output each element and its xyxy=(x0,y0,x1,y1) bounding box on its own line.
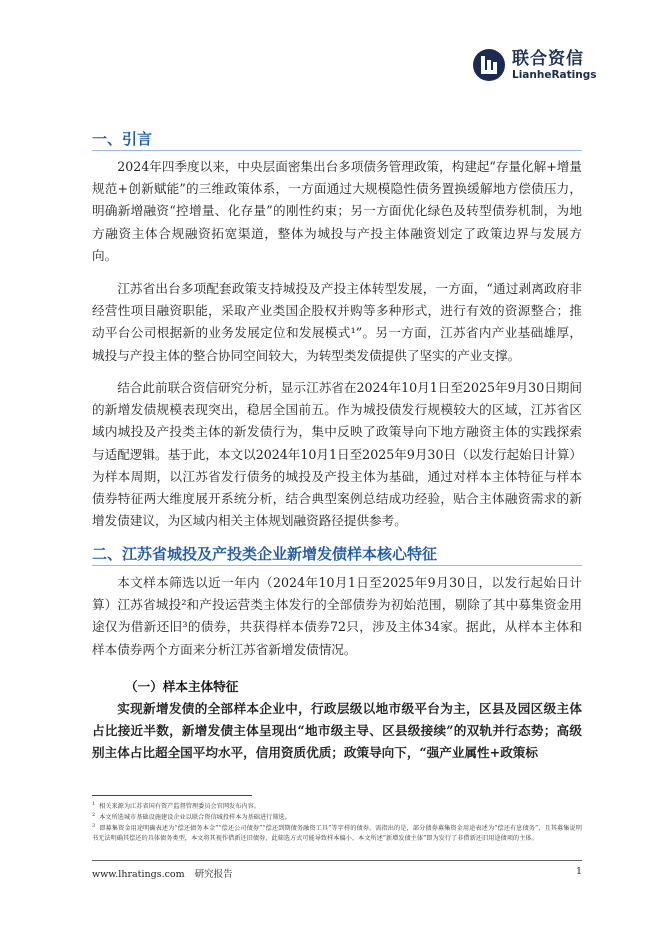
section-heading-sample-features: 二、江苏省城投及产投类企业新增发债样本核心特征 xyxy=(92,545,438,563)
brand-name-cn: 联合资信 xyxy=(512,48,584,69)
footnote-divider xyxy=(92,795,252,796)
intro-paragraph-2: 江苏省出台多项配套政策支持城投及产投主体转型发展，一方面，“通过剥离政府非经营性项目融资职能，采取产业类国企股权并购等多种形式，进行有效的资源整合；推动平台公司根据新的业务发展定位和发展模式¹”。另一方面，江苏省内产业基础雄厚，城投与产投主体的整合协同空间较大，为转型类发债提供了坚实的产业支撑。 xyxy=(92,281,582,363)
footnote-2: $^2$ 本文所选城市基础设施建设企业以联合资信城投样本为基础进行筛选。 xyxy=(92,812,291,822)
section-divider xyxy=(92,565,582,566)
page-number: 1 xyxy=(576,866,583,877)
footnote-1: $^1$ 相关来源为江苏省国有资产监督管理委员会官网发布内容。 xyxy=(92,801,260,811)
footer-website-link[interactable]: www.lhratings.com xyxy=(92,869,185,880)
section-heading-introduction: 一、引言 xyxy=(92,130,153,148)
footer-label: 研究报告 xyxy=(194,869,233,880)
brand-name-en: LianheRatings xyxy=(512,68,597,81)
footer-divider xyxy=(92,860,582,861)
lianhe-logo-icon xyxy=(472,48,506,82)
sample-features-paragraph: 实现新增发债的全部样本企业中，行政层级以地市级平台为主，区县及园区级主体占比接近半数，新增发债主体呈现出“地市级主导、区县级接续”的双轨并行态势；高级别主体占比超全国平均水平，信用资质优质；政策导向下，“强产业属性+政策标 xyxy=(92,701,582,761)
section-divider xyxy=(92,150,582,151)
intro-paragraph-1: 2024年四季度以来，中央层面密集出台多项债务管理政策，构建起“存量化解+增量规范+创新赋能”的三维政策体系，一方面通过大规模隐性债务置换缓解地方偿债压力，明确新增融资“控增量、化存量”的刚性约束；另一方面优化绿色及转型债券机制，为地方融资主体合规融资拓宽渠道，整体为城投与产投主体融资划定了政策边界与发展方向。 xyxy=(92,159,582,263)
intro-paragraph-3: 结合此前联合资信研究分析，显示江苏省在2024年10月1日至2025年9月30日期间的新增发债规模表现突出，稳居全国前五。作为城投债发行规模较大的区域，江苏省区域内城投及产投类主体的新发债行为，集中反映了政策导向下地方融资主体的实践探索与适配逻辑。基于此，本文以2024年10月1日至2025年9月30日（以发行起始日计算）为样本周期，以江苏省发行债务的城投及产投主体为基础，通过对样本主体特征与样本债券特征两大维度展开系统分析，结合典型案例总结成功经验，贴合主体融资需求的新增发债建议，为区域内相关主体规划融资路径提供参考。 xyxy=(92,380,582,529)
lianhe-logo xyxy=(472,48,596,82)
footnote-3: $^3$ 即募集资金用途明确表述为“偿还债务本金”“偿还公司债券”“偿还到期债务融资工具”等字样的债券。需指出的是，部分债券募集资金用途表述为“偿还有息债务”，且其募集说明书无法明确其偿还的具体债务类型，本文将其视作借新还旧债券，此筛选方式可能导致样本偏小。本文所述“新增发债主体”即为发行了非借新还旧用途债项的主体。 xyxy=(92,823,582,842)
footer xyxy=(92,866,233,880)
sample-paragraph: 本文样本筛选以近一年内（2024年10月1日至2025年9月30日，以发行起始日计算）江苏省城投²和产投运营类主体发行的全部债券为初始范围，剔除了其中募集资金用途仅为借新还旧³的债券，共获得样本债券72只，涉及主体34家。据此，从样本主体和样本债券两个方面来分析江苏省新增发债情况。 xyxy=(92,575,582,657)
subsection-heading: （一）样本主体特征 xyxy=(125,679,239,694)
